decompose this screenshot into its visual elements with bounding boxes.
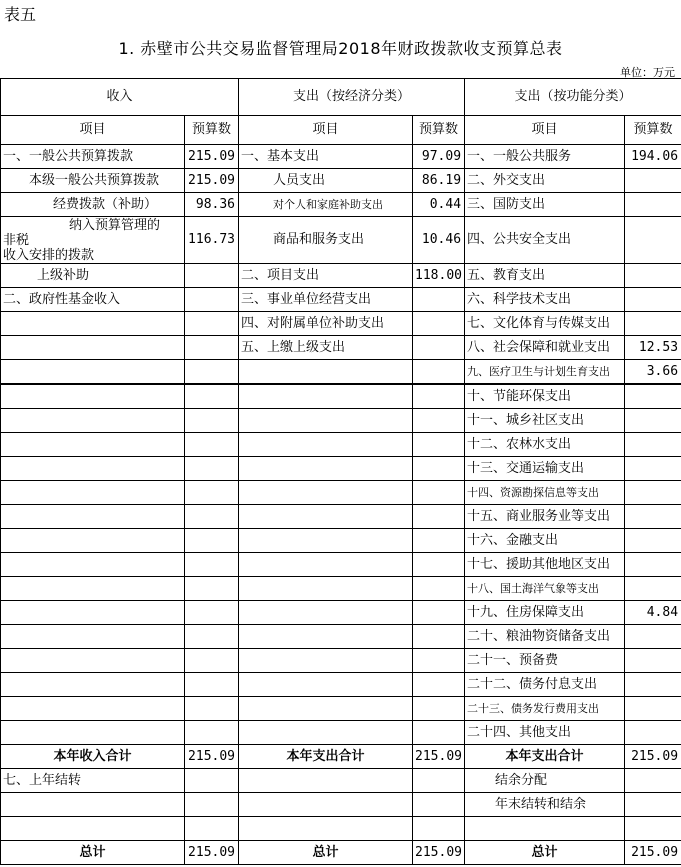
income-value [185,553,239,577]
exp-econ-value [413,288,465,312]
col-item: 项目 [239,116,413,145]
income-item [1,697,185,721]
exp-econ-item [239,433,413,457]
grand-func-label: 总计 [465,841,625,865]
exp-func-value [625,409,681,433]
income-value [185,721,239,745]
table-row [1,721,681,745]
empty-cell [1,793,185,817]
grand-func-value: 215.09 [625,841,681,865]
header-row-sections [1,79,681,116]
spacer-row [1,817,681,841]
exp-func-value [625,625,681,649]
exp-econ-value [413,433,465,457]
income-item-line: 纳入预算管理的 [69,217,161,233]
exp-func-value: 4.84 [625,601,681,625]
exp-econ-item: 对个人和家庭补助支出 [239,193,413,217]
unit-label: 单位：万元 [620,66,675,79]
income-value [185,384,239,409]
exp-func-item: 五、教育支出 [465,264,625,288]
exp-func-value [625,577,681,601]
exp-func-value [625,169,681,193]
grand-exp-label: 总计 [239,841,413,865]
exp-econ-value [413,312,465,336]
exp-econ-item [239,625,413,649]
exp-econ-item [239,577,413,601]
year-end-label: 年末结转和结余 [465,793,625,817]
income-value [185,505,239,529]
income-item: 本级一般公共预算拨款 [1,169,185,193]
exp-func-item: 十、节能环保支出 [465,384,625,409]
exp-func-item: 十四、资源勘探信息等支出 [465,481,625,505]
exp-econ-value [413,625,465,649]
header-row-columns [1,116,681,145]
exp-econ-item: 二、项目支出 [239,264,413,288]
col-budget: 预算数 [413,116,465,145]
empty-cell [465,817,625,841]
income-header: 收入 [1,79,239,116]
exp-econ-value [413,360,465,385]
exp-econ-item [239,457,413,481]
exp-total-label: 本年支出合计 [239,745,413,769]
exp-func-item: 四、公共安全支出 [465,217,625,264]
income-item [1,433,185,457]
income-value [185,336,239,360]
exp-func-value [625,721,681,745]
income-value [185,457,239,481]
income-total-label: 本年收入合计 [1,745,185,769]
income-value [185,481,239,505]
table-row [1,193,681,217]
income-item [1,553,185,577]
exp-func-value: 3.66 [625,360,681,385]
exp-func-value [625,457,681,481]
exp-econ-value: 97.09 [413,145,465,169]
income-item [1,721,185,745]
empty-cell [413,769,465,793]
table-row [1,384,681,409]
exp-econ-value [413,649,465,673]
exp-total-value: 215.09 [413,745,465,769]
grand-total-label: 总计 [1,841,185,865]
exp-func-item: 二十四、其他支出 [465,721,625,745]
surplus-alloc-label: 结余分配 [465,769,625,793]
exp-func-value [625,384,681,409]
income-value [185,697,239,721]
income-item [1,649,185,673]
empty-cell [239,793,413,817]
exp-econ-value [413,505,465,529]
exp-econ-item [239,601,413,625]
exp-func-item: 十六、金融支出 [465,529,625,553]
exp-func-item: 二、外交支出 [465,169,625,193]
income-value [185,625,239,649]
exp-func-item: 九、医疗卫生与计划生育支出 [465,360,625,385]
table-row [1,601,681,625]
exp-econ-item: 一、基本支出 [239,145,413,169]
col-item: 项目 [465,116,625,145]
income-item [1,601,185,625]
exp-func-item: 二十、粮油物资储备支出 [465,625,625,649]
income-value [185,409,239,433]
exp-econ-item [239,481,413,505]
income-item-line: 非税 [3,232,30,248]
exp-econ-value [413,409,465,433]
income-item [1,217,185,264]
income-value: 98.36 [185,193,239,217]
income-item: 一、一般公共预算拨款 [1,145,185,169]
table-row [1,433,681,457]
income-value [185,529,239,553]
income-value: 215.09 [185,169,239,193]
exp-econ-value [413,529,465,553]
exp-func-value [625,193,681,217]
income-value [185,601,239,625]
exp-econ-item: 四、对附属单位补助支出 [239,312,413,336]
func-total-label: 本年支出合计 [465,745,625,769]
col-budget: 预算数 [185,116,239,145]
income-item [1,312,185,336]
table-row [1,145,681,169]
exp-econ-value: 86.19 [413,169,465,193]
exp-econ-item [239,360,413,385]
exp-econ-item: 人员支出 [239,169,413,193]
exp-func-value [625,505,681,529]
exp-func-value [625,649,681,673]
table-row [1,673,681,697]
carry-row [1,769,681,793]
income-item: 二、政府性基金收入 [1,288,185,312]
totals-row [1,745,681,769]
empty-cell [185,793,239,817]
income-value [185,288,239,312]
table-row [1,505,681,529]
income-item: 上级补助 [1,264,185,288]
income-item [1,457,185,481]
income-item [1,577,185,601]
exp-econ-value [413,457,465,481]
func-total-value: 215.09 [625,745,681,769]
table-row [1,697,681,721]
table-row [1,649,681,673]
exp-econ-value: 0.44 [413,193,465,217]
exp-econ-value [413,697,465,721]
exp-func-value: 194.06 [625,145,681,169]
income-item-line: 收入安排的拨款 [3,247,95,263]
empty-cell [1,817,185,841]
exp-econ-value: 10.46 [413,217,465,264]
table-row [1,288,681,312]
exp-func-item: 六、科学技术支出 [465,288,625,312]
exp-func-value [625,264,681,288]
exp-func-item: 八、社会保障和就业支出 [465,336,625,360]
exp-func-item: 十五、商业服务业等支出 [465,505,625,529]
exp-econ-header: 支出（按经济分类） [239,79,465,116]
income-item [1,360,185,385]
exp-func-value [625,529,681,553]
table-row [1,264,681,288]
exp-econ-item [239,553,413,577]
exp-econ-value [413,577,465,601]
exp-econ-value: 118.00 [413,264,465,288]
table-row [1,169,681,193]
table-row [1,409,681,433]
exp-econ-value [413,601,465,625]
table-row [1,217,681,264]
exp-func-value [625,433,681,457]
exp-func-header: 支出（按功能分类） [465,79,681,116]
exp-econ-value [413,481,465,505]
table-row [1,457,681,481]
empty-cell [625,769,681,793]
exp-econ-item: 三、事业单位经营支出 [239,288,413,312]
table-row [1,312,681,336]
income-item [1,625,185,649]
col-budget: 预算数 [625,116,681,145]
exp-func-item: 二十三、债务发行费用支出 [465,697,625,721]
grand-exp-value: 215.09 [413,841,465,865]
col-item: 项目 [1,116,185,145]
income-value [185,649,239,673]
table-row [1,553,681,577]
income-value [185,433,239,457]
table-row [1,336,681,360]
income-item: 经费拨款（补助） [1,193,185,217]
exp-econ-value [413,553,465,577]
empty-cell [625,793,681,817]
table-row [1,529,681,553]
table-row [1,360,681,385]
year-end-row [1,793,681,817]
exp-func-item: 十二、农林水支出 [465,433,625,457]
exp-func-item: 十三、交通运输支出 [465,457,625,481]
exp-func-value [625,673,681,697]
exp-func-item: 一、一般公共服务 [465,145,625,169]
empty-cell [185,817,239,841]
empty-cell [413,817,465,841]
income-item [1,673,185,697]
income-value [185,360,239,385]
income-item [1,384,185,409]
exp-func-item: 十八、国土海洋气象等支出 [465,577,625,601]
income-item [1,409,185,433]
income-total-value: 215.09 [185,745,239,769]
budget-table [0,78,681,865]
exp-func-value [625,481,681,505]
exp-econ-item [239,673,413,697]
income-value [185,673,239,697]
exp-econ-value [413,336,465,360]
exp-func-item: 二十一、预备费 [465,649,625,673]
income-item [1,336,185,360]
exp-econ-item [239,505,413,529]
table-row [1,577,681,601]
income-item [1,505,185,529]
empty-cell [239,769,413,793]
page-title: 1. 赤壁市公共交易监督管理局2018年财政拨款收支预算总表 [118,39,563,58]
exp-func-value: 12.53 [625,336,681,360]
income-item [1,529,185,553]
exp-econ-item [239,529,413,553]
exp-econ-value [413,721,465,745]
exp-func-value [625,217,681,264]
income-value [185,577,239,601]
carry-label: 七、上年结转 [1,769,185,793]
table-row [1,481,681,505]
empty-cell [625,817,681,841]
exp-func-value [625,288,681,312]
grand-income-value: 215.09 [185,841,239,865]
exp-func-value [625,312,681,336]
sheet-label: 表五 [4,5,37,24]
exp-func-item: 三、国防支出 [465,193,625,217]
exp-econ-item: 五、上缴上级支出 [239,336,413,360]
grand-total-row [1,841,681,865]
income-value [185,312,239,336]
income-item [1,481,185,505]
exp-func-item: 七、文化体育与传媒支出 [465,312,625,336]
income-value [185,264,239,288]
exp-func-item: 十九、住房保障支出 [465,601,625,625]
carry-value [185,769,239,793]
table-row [1,625,681,649]
empty-cell [239,817,413,841]
exp-func-value [625,553,681,577]
exp-econ-item: 商品和服务支出 [239,217,413,264]
exp-func-item: 十一、城乡社区支出 [465,409,625,433]
exp-econ-item [239,721,413,745]
income-value: 215.09 [185,145,239,169]
exp-econ-item [239,697,413,721]
exp-econ-item [239,649,413,673]
exp-func-value [625,697,681,721]
exp-func-item: 二十二、债务付息支出 [465,673,625,697]
exp-func-item: 十七、援助其他地区支出 [465,553,625,577]
exp-econ-value [413,384,465,409]
empty-cell [413,793,465,817]
exp-econ-item [239,384,413,409]
exp-econ-value [413,673,465,697]
income-value: 116.73 [185,217,239,264]
exp-econ-item [239,409,413,433]
